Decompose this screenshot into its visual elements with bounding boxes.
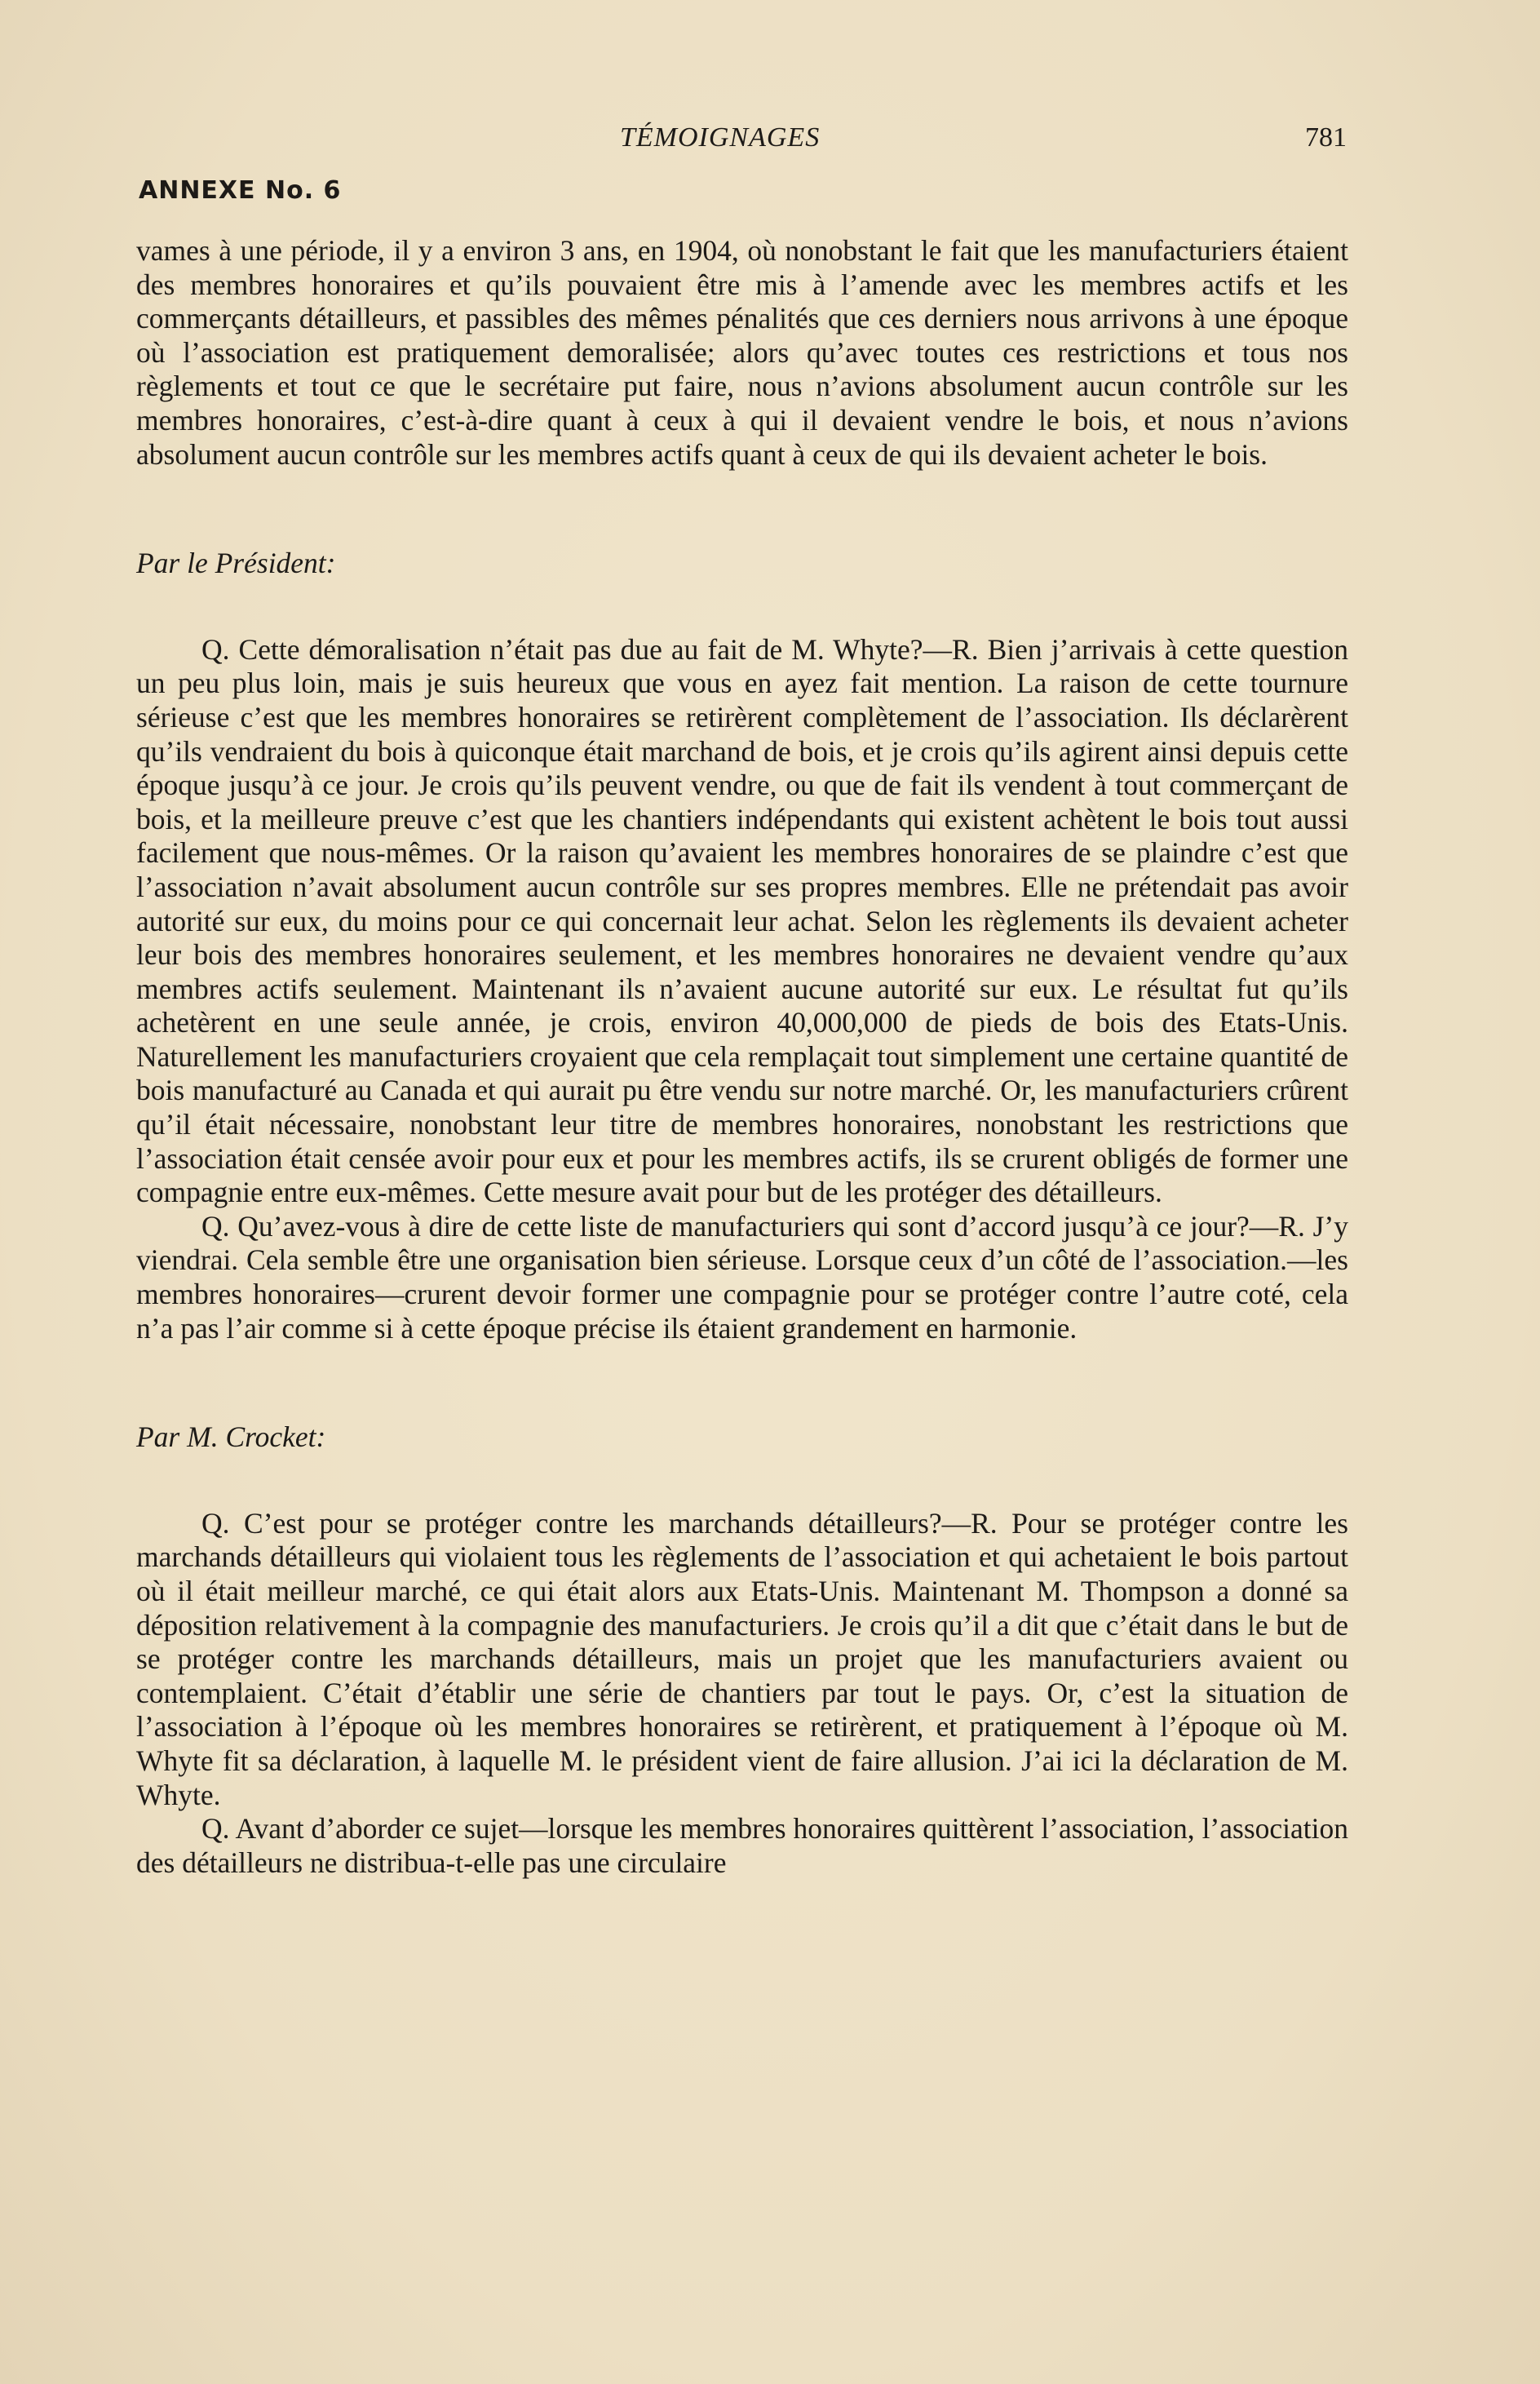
- running-title: TÉMOIGNAGES: [620, 122, 821, 153]
- question-answer-paragraph: Q. Qu’avez-vous à dire de cette liste de manufacturiers qui sont d’accord jusqu’à ce jour?—R. J’y viendrai. Cela semble être une organisation bien sérieuse. Lorsque ceux d’un côté de l’association.—les membres honoraires—crurent devoir former une compagnie pour se protéger contre l’autre coté, cela n’a pas l’air comme si à cette époque précise ils étaient grandement en harmonie.: [136, 1209, 1348, 1345]
- question-answer-paragraph: Q. C’est pour se protéger contre les marchands détailleurs?—R. Pour se protéger contre les marchands détailleurs qui violaient tous les règlements de l’association et qui achetaient le bois partout où il était meilleur marché, ce qui était alors aux Etats-Unis. Maintenant M. Thompson a donné sa déposition relativement à la compagnie des manufacturiers. Je crois qu’il a dit que c’était dans le but de se protéger contre les marchands détailleurs, mais un projet que les manufacturiers avaient ou contemplaient. C’était d’établir une série de chantiers par tout le pays. Or, c’est la situation de l’association à l’époque où les membres honoraires se retirèrent, et pratiquement à l’époque où M. Whyte fit sa déclaration, à laquelle M. le président vient de faire allusion. J’ai ici la déclaration de M. Whyte.: [136, 1506, 1348, 1811]
- spacer: [136, 581, 1348, 633]
- page-number: 781: [1305, 122, 1347, 153]
- section-heading-president: Par le Président:: [136, 547, 336, 580]
- paragraph-continuation: vames à une période, il y a environ 3 ans, en 1904, où nonobstant le fait que les manufacturiers étaient des membres honoraires et qu’ils pouvaient être mis à l’amende avec les membres actifs et les commerçants détailleurs, et passibles des mêmes pénalités que ces derniers nous arrivons à une époque où l’association est pratiquement demoralisée; alors qu’avec toutes ces restrictions et tous nos règlements et tout ce que le secrétaire put faire, nous n’avions absolument aucun contrôle sur les membres honoraires, c’est-à-dire quant à ceux à qui il devaient vendre le bois, et nous n’avions absolument aucun contrôle sur les membres actifs quant à ceux de qui ils devaient acheter le bois.: [136, 234, 1348, 471]
- section-heading-crocket: Par M. Crocket:: [136, 1420, 326, 1454]
- annex-label: ANNEXE No. 6: [139, 176, 342, 205]
- question-answer-paragraph: Q. Cette démoralisation n’était pas due au fait de M. Whyte?—R. Bien j’arrivais à cette question un peu plus loin, mais je suis heureux que vous en ayez fait mention. La raison de cette tournure sérieuse c’est que les membres honoraires se retirèrent complètement de l’association. Ils déclarèrent qu’ils vendraient du bois à quiconque était marchand de bois, et je crois qu’ils agirent ainsi depuis cette époque jusqu’à ce jour. Je crois qu’ils peuvent vendre, ou que de fait ils vendent à tout commerçant de bois, et la meilleure preuve c’est que les chantiers indépendants qui existent achètent le bois tout aussi facilement que nous-mêmes. Or la raison qu’avaient les membres honoraires de se plaindre c’est que l’association n’avait absolument aucun contrôle sur ses propres membres. Elle ne prétendait pas avoir autorité sur eux, du moins pour ce qui concernait leur achat. Selon les règlements ils devaient acheter leur bois des membres honoraires seulement, et les membres honoraires ne devaient vendre qu’aux membres actifs seulement. Maintenant ils n’avaient aucune autorité sur eux. Le résultat fut qu’ils achetèrent en une seule année, je crois, environ 40,000,000 de pieds de bois des Etats-Unis. Naturellement les manufacturiers croyaient que cela remplaçait tout simplement une certaine quantité de bois manufacturé au Canada et qui aurait pu être vendu sur notre marché. Or, les manufacturiers crûrent qu’il était nécessaire, nonobstant leur titre de membres honoraires, nonobstant les restrictions que l’association était censée avoir pour eux et pour les membres actifs, ils se crurent obligés de former une compagnie entre eux-mêmes. Cette mesure avait pour but de les protéger des détailleurs.: [136, 632, 1348, 1209]
- spacer: [136, 472, 1348, 547]
- body-text: [136, 234, 1348, 1880]
- spacer: [136, 1345, 1348, 1420]
- spacer: [136, 1455, 1348, 1507]
- question-answer-paragraph: Q. Avant d’aborder ce sujet—lorsque les membres honoraires quittèrent l’association, l’association des détailleurs ne distribua-t-elle pas une circulaire: [136, 1812, 1348, 1879]
- running-head: [0, 122, 1540, 163]
